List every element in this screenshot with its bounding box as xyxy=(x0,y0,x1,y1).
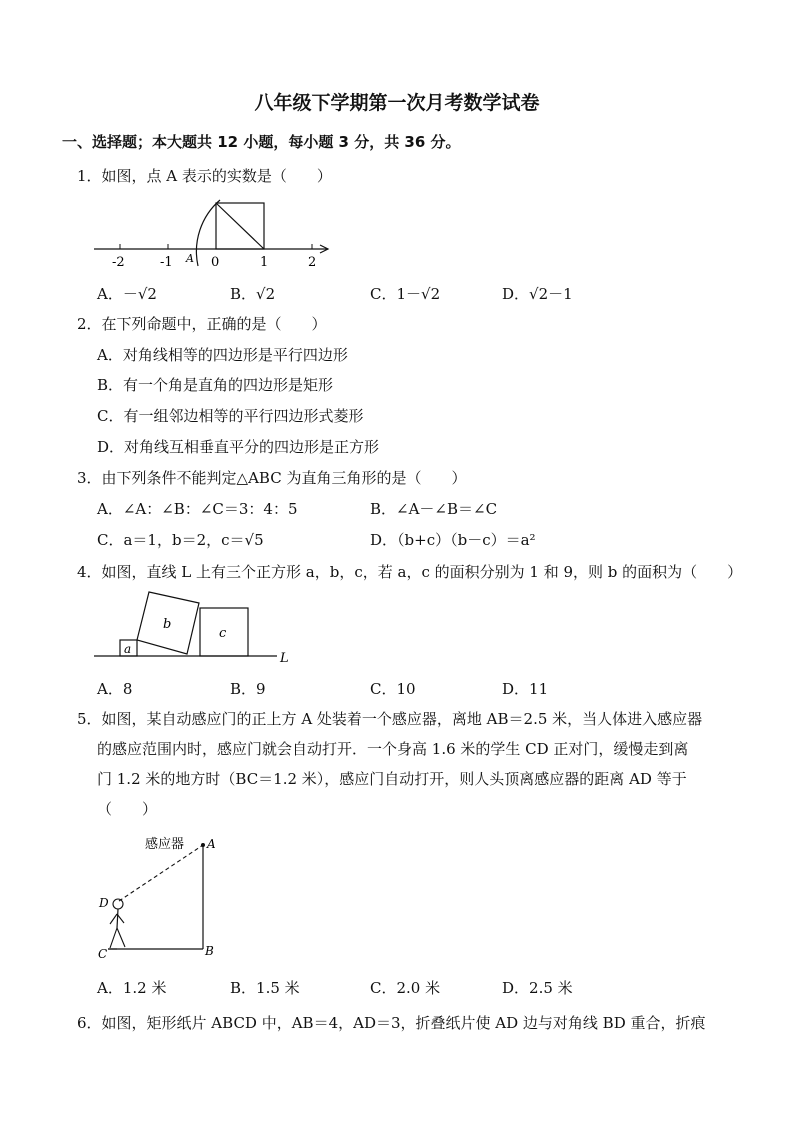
point-b-label: B xyxy=(205,944,214,958)
q5-line-2: 的感应范围内时，感应门就会自动打开．一个身高 1.6 米的学生 CD 正对门，缓慢走到离 xyxy=(97,740,689,758)
tick-label: 1 xyxy=(260,255,269,270)
q3-option-a: A．∠A：∠B：∠C＝3：4：5 xyxy=(97,500,298,518)
q4-option-c: C．10 xyxy=(370,680,416,698)
q5-option-b: B．1.5 米 xyxy=(230,979,300,997)
q3-option-c: C．a＝1，b＝2，c＝√5 xyxy=(97,531,264,549)
q1-option-b: B．√2 xyxy=(230,285,276,303)
q2-option-c: C．有一组邻边相等的平行四边形式菱形 xyxy=(97,407,364,425)
q2-option-a: A．对角线相等的四边形是平行四边形 xyxy=(97,346,348,364)
q4-option-b: B．9 xyxy=(230,680,266,698)
point-a-label: A xyxy=(186,252,194,265)
tick-label: 2 xyxy=(308,255,317,270)
tick-label: 0 xyxy=(211,255,220,270)
q1-option-a: A．－√2 xyxy=(97,285,157,303)
section-heading: 一、选择题；本大题共 12 小题，每小题 3 分，共 36 分。 xyxy=(62,133,461,151)
page-title: 八年级下学期第一次月考数学试卷 xyxy=(254,92,540,114)
point-c-label: C xyxy=(98,947,108,961)
q5-sensor-figure xyxy=(92,830,232,965)
q4-squares-figure xyxy=(92,588,302,668)
point-d-label: D xyxy=(99,896,109,910)
point-a-label: A xyxy=(207,837,216,851)
q3-stem: 3．由下列条件不能判定△ABC 为直角三角形的是（ ） xyxy=(77,469,467,487)
q5-line-1: 5．如图，某自动感应门的正上方 A 处装着一个感应器，离地 AB＝2.5 米，当人体进入感应器 xyxy=(77,710,703,728)
q2-option-b: B．有一个角是直角的四边形是矩形 xyxy=(97,376,334,394)
q3-option-d: D．（b+c）（b－c）＝a² xyxy=(370,531,536,549)
tick-label: -1 xyxy=(160,255,173,270)
q5-option-c: C．2.0 米 xyxy=(370,979,441,997)
q2-option-d: D．对角线互相垂直平分的四边形是正方形 xyxy=(97,438,380,456)
square-b-label: b xyxy=(163,617,172,632)
q3-option-b: B．∠A－∠B＝∠C xyxy=(370,500,498,518)
q1-number-line-figure xyxy=(90,198,340,273)
line-l-label: L xyxy=(280,651,289,666)
q4-option-a: A．8 xyxy=(97,680,133,698)
q4-option-d: D．11 xyxy=(502,680,549,698)
q5-option-d: D．2.5 米 xyxy=(502,979,573,997)
q6-stem: 6．如图，矩形纸片 ABCD 中，AB＝4，AD＝3，折叠纸片使 AD 边与对角线 BD 重合，折痕 xyxy=(77,1014,706,1032)
square-a-label: a xyxy=(124,642,132,656)
q4-stem: 4．如图，直线 L 上有三个正方形 a，b，c，若 a，c 的面积分别为 1 和 9，则 b 的面积为（ ） xyxy=(77,563,743,581)
square-c-label: c xyxy=(219,626,227,641)
q5-line-4: （ ） xyxy=(97,800,158,818)
q2-stem: 2．在下列命题中，正确的是（ ） xyxy=(77,315,327,333)
q1-option-c: C．1－√2 xyxy=(370,285,441,303)
q5-option-a: A．1.2 米 xyxy=(97,979,167,997)
q5-line-3: 门 1.2 米的地方时（BC＝1.2 米），感应门自动打开，则人头顶离感应器的距离 AD 等于 xyxy=(97,770,687,788)
q1-stem: 1．如图，点 A 表示的实数是（ ） xyxy=(77,167,332,185)
sensor-label: 感应器 xyxy=(145,837,185,852)
q1-option-d: D．√2－1 xyxy=(502,285,573,303)
tick-label: -2 xyxy=(112,255,125,270)
